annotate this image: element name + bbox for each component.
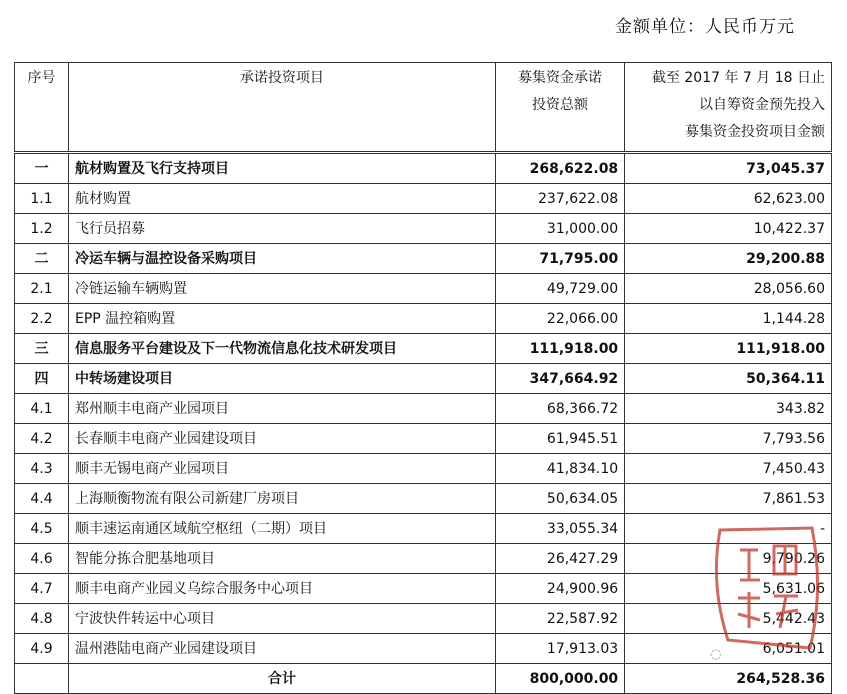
row-no: 4.7 [15, 574, 69, 604]
total-label: 合计 [68, 664, 495, 694]
row-committed: 33,055.34 [495, 514, 624, 544]
row-pre-invested: 6,051.01 [625, 634, 832, 664]
row-project-name: 顺丰速运南通区域航空枢纽（二期）项目 [68, 514, 495, 544]
row-pre-invested: 111,918.00 [625, 334, 832, 364]
row-project-name: 顺丰无锡电商产业园项目 [68, 454, 495, 484]
row-pre-invested: 7,450.43 [625, 454, 832, 484]
row-committed: 22,066.00 [495, 304, 624, 334]
row-pre-invested: 29,200.88 [625, 244, 832, 274]
row-project-name: 顺丰电商产业园义乌综合服务中心项目 [68, 574, 495, 604]
row-no: 4.5 [15, 514, 69, 544]
row-pre-invested: 62,623.00 [625, 184, 832, 214]
row-project-name: 中转场建设项目 [68, 364, 495, 394]
table-body [15, 153, 832, 664]
row-committed: 237,622.08 [495, 184, 624, 214]
row-project-name: 冷运车辆与温控设备采购项目 [68, 244, 495, 274]
row-project-name: EPP 温控箱购置 [68, 304, 495, 334]
group-row [15, 364, 832, 394]
row-committed: 41,834.10 [495, 454, 624, 484]
row-no: 4.6 [15, 544, 69, 574]
row-no: 4.4 [15, 484, 69, 514]
row-no: 4.9 [15, 634, 69, 664]
header-pre-line-1: 截至 2017 年 7 月 18 日止 [651, 70, 825, 86]
row-pre-invested: 10,422.37 [625, 214, 832, 244]
table-row [15, 454, 832, 484]
row-no: 1.1 [15, 184, 69, 214]
row-committed: 17,913.03 [495, 634, 624, 664]
table-row [15, 604, 832, 634]
table-row [15, 184, 832, 214]
row-committed: 26,427.29 [495, 544, 624, 574]
row-committed: 31,000.00 [495, 214, 624, 244]
row-pre-invested: 343.82 [625, 394, 832, 424]
row-project-name: 飞行员招募 [68, 214, 495, 244]
row-project-name: 航材购置及飞行支持项目 [68, 153, 495, 184]
header-committed-line-1: 募集资金承诺 [518, 70, 602, 86]
row-pre-invested: 50,364.11 [625, 364, 832, 394]
header-no: 序号 [15, 63, 69, 153]
row-committed: 50,634.05 [495, 484, 624, 514]
row-project-name: 智能分拣合肥基地项目 [68, 544, 495, 574]
table-row [15, 544, 832, 574]
header-committed-total [495, 63, 624, 153]
row-committed: 347,664.92 [495, 364, 624, 394]
row-pre-invested: - [625, 514, 832, 544]
row-no: 1.2 [15, 214, 69, 244]
group-row [15, 244, 832, 274]
header-pre-invested [625, 63, 832, 153]
fund-usage-table [14, 62, 832, 694]
row-project-name: 长春顺丰电商产业园建设项目 [68, 424, 495, 454]
row-pre-invested: 73,045.37 [625, 153, 832, 184]
unit-label: 金额单位：人民币万元 [615, 17, 795, 37]
table-row [15, 214, 832, 244]
row-no: 四 [15, 364, 69, 394]
row-project-name: 航材购置 [68, 184, 495, 214]
group-row [15, 153, 832, 184]
row-committed: 68,366.72 [495, 394, 624, 424]
row-committed: 268,622.08 [495, 153, 624, 184]
row-no: 4.1 [15, 394, 69, 424]
row-project-name: 温州港陆电商产业园建设项目 [68, 634, 495, 664]
row-pre-invested: 5,442.43 [625, 604, 832, 634]
table-row [15, 274, 832, 304]
row-no: 三 [15, 334, 69, 364]
header-project: 承诺投资项目 [68, 63, 495, 153]
row-project-name: 信息服务平台建设及下一代物流信息化技术研发项目 [68, 334, 495, 364]
header-pre-line-2: 以自筹资金预先投入 [699, 97, 825, 113]
header-committed-line-2: 投资总额 [532, 97, 588, 113]
table-row [15, 424, 832, 454]
row-no: 2.1 [15, 274, 69, 304]
row-pre-invested: 1,144.28 [625, 304, 832, 334]
row-committed: 71,795.00 [495, 244, 624, 274]
row-project-name: 宁波快件转运中心项目 [68, 604, 495, 634]
table-row [15, 484, 832, 514]
header-pre-line-3: 募集资金投资项目金额 [685, 124, 825, 140]
group-row [15, 334, 832, 364]
row-committed: 22,587.92 [495, 604, 624, 634]
row-pre-invested: 28,056.60 [625, 274, 832, 304]
watermark-mark: ◌ [710, 647, 722, 662]
table-row [15, 394, 832, 424]
row-committed: 111,918.00 [495, 334, 624, 364]
row-committed: 24,900.96 [495, 574, 624, 604]
row-no: 4.2 [15, 424, 69, 454]
row-project-name: 郑州顺丰电商产业园项目 [68, 394, 495, 424]
row-project-name: 冷链运输车辆购置 [68, 274, 495, 304]
total-no-cell [15, 664, 69, 694]
table-row [15, 514, 832, 544]
row-pre-invested: 7,793.56 [625, 424, 832, 454]
total-pre-invested: 264,528.36 [625, 664, 832, 694]
table-row [15, 304, 832, 334]
row-no: 4.8 [15, 604, 69, 634]
total-committed: 800,000.00 [495, 664, 624, 694]
row-project-name: 上海顺衡物流有限公司新建厂房项目 [68, 484, 495, 514]
row-pre-invested: 5,631.06 [625, 574, 832, 604]
row-committed: 61,945.51 [495, 424, 624, 454]
row-no: 二 [15, 244, 69, 274]
row-pre-invested: 9,790.26 [625, 544, 832, 574]
row-no: 4.3 [15, 454, 69, 484]
row-committed: 49,729.00 [495, 274, 624, 304]
total-row [15, 664, 832, 694]
table-row [15, 574, 832, 604]
table-header-row [15, 63, 832, 153]
row-pre-invested: 7,861.53 [625, 484, 832, 514]
row-no: 一 [15, 153, 69, 184]
row-no: 2.2 [15, 304, 69, 334]
table-row [15, 634, 832, 664]
